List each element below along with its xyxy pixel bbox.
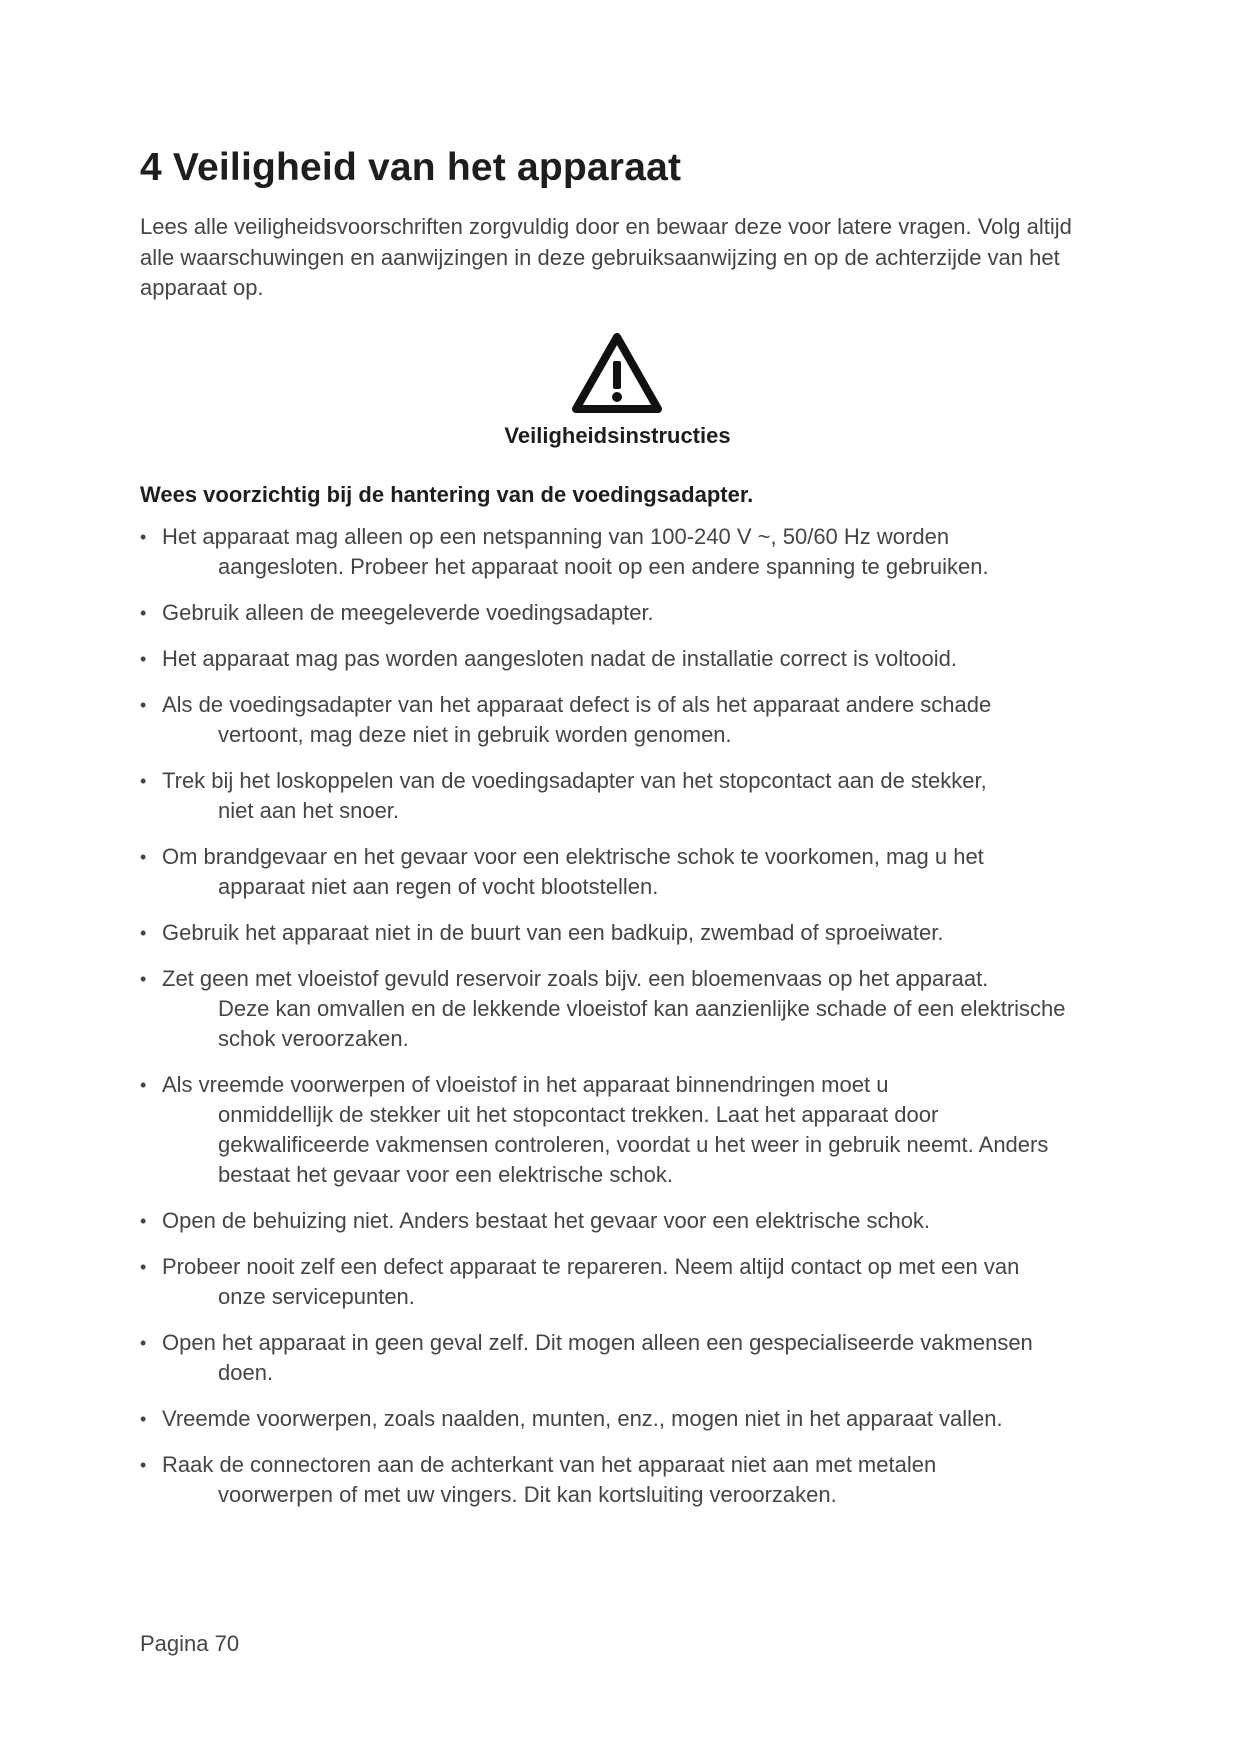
bullet-icon: • (140, 1257, 147, 1277)
list-item-text: niet aan het snoer. (218, 798, 400, 823)
list-item-text: Raak de connectoren aan de achterkant van het apparaat niet aan met metalen (162, 1452, 937, 1477)
list-item (140, 1450, 1105, 1510)
bullet-icon: • (140, 771, 147, 791)
safety-instructions-heading: Veiligheidsinstructies (504, 423, 731, 448)
list-item-text: bestaat het gevaar voor een elektrische schok. (218, 1162, 673, 1187)
list-item-text: Als vreemde voorwerpen of vloeistof in het apparaat binnendringen moet u (162, 1072, 889, 1097)
list-item-text: Vreemde voorwerpen, zoals naalden, munten, enz., mogen niet in het apparaat vallen. (162, 1406, 1003, 1431)
list-item-text: Het apparaat mag pas worden aangesloten nadat de installatie correct is voltooid. (162, 646, 957, 671)
intro-paragraph (140, 212, 1105, 304)
list-item-text: Open de behuizing niet. Anders bestaat het gevaar voor een elektrische schok. (162, 1208, 931, 1233)
list-item-text: Gebruik het apparaat niet in de buurt van een badkuip, zwembad of sproeiwater. (162, 920, 944, 945)
list-item (140, 644, 1105, 674)
bullet-icon: • (140, 923, 147, 943)
page-title: 4 Veiligheid van het apparaat (140, 146, 682, 189)
list-item (140, 522, 1105, 582)
list-item-text: voorwerpen of met uw vingers. Dit kan kortsluiting veroorzaken. (218, 1482, 837, 1507)
list-item (140, 1252, 1105, 1312)
bullet-icon: • (140, 603, 147, 623)
list-item-text: vertoont, mag deze niet in gebruik worden genomen. (218, 722, 732, 747)
intro-line: alle waarschuwingen en aanwijzingen in deze gebruiksaanwijzing en op de achterzijde van het (140, 244, 1060, 270)
list-item (140, 918, 1105, 948)
list-item-text: Probeer nooit zelf een defect apparaat te repareren. Neem altijd contact op met een van (162, 1254, 1020, 1279)
list-item (140, 1328, 1105, 1388)
safety-bullet-list (140, 522, 1105, 1526)
list-item-text: Als de voedingsadapter van het apparaat defect is of als het apparaat andere schade (162, 692, 992, 717)
list-item (140, 1404, 1105, 1434)
list-item-text: schok veroorzaken. (218, 1026, 409, 1051)
list-item (140, 964, 1105, 1054)
list-item-text: Trek bij het loskoppelen van de voedingsadapter van het stopcontact aan de stekker, (162, 768, 987, 793)
list-item-text: onze servicepunten. (218, 1284, 415, 1309)
page-number: Pagina 70 (140, 1631, 240, 1656)
list-item (140, 690, 1105, 750)
list-item-text: Gebruik alleen de meegeleverde voedingsadapter. (162, 600, 654, 625)
bullet-icon: • (140, 1409, 147, 1429)
list-item-text: Open het apparaat in geen geval zelf. Dit mogen alleen een gespecialiseerde vakmensen (162, 1330, 1033, 1355)
bullet-icon: • (140, 527, 147, 547)
list-item (140, 1070, 1105, 1190)
list-item-text: gekwalificeerde vakmensen controleren, voordat u het weer in gebruik neemt. Anders (218, 1132, 1049, 1157)
list-item (140, 842, 1105, 902)
bullet-icon: • (140, 1333, 147, 1353)
bullet-icon: • (140, 969, 147, 989)
bullet-icon: • (140, 1075, 147, 1095)
list-item-text: Zet geen met vloeistof gevuld reservoir zoals bijv. een bloemenvaas op het apparaat. (162, 966, 989, 991)
list-item-text: aangesloten. Probeer het apparaat nooit op een andere spanning te gebruiken. (218, 554, 989, 579)
list-item (140, 766, 1105, 826)
warning-triangle-icon (572, 333, 662, 413)
intro-line: apparaat op. (140, 275, 264, 300)
section-subheading: Wees voorzichtig bij de hantering van de voedingsadapter. (140, 482, 754, 507)
list-item-text: Om brandgevaar en het gevaar voor een elektrische schok te voorkomen, mag u het (162, 844, 984, 869)
bullet-icon: • (140, 649, 147, 669)
intro-line: Lees alle veiligheidsvoorschriften zorgvuldig door en bewaar deze voor latere vragen. Volg altijd (140, 214, 1072, 239)
list-item-text: apparaat niet aan regen of vocht blootstellen. (218, 874, 659, 899)
bullet-icon: • (140, 1455, 147, 1475)
list-item-text: Deze kan omvallen en de lekkende vloeistof kan aanzienlijke schade of een elektrische (218, 996, 1066, 1021)
bullet-icon: • (140, 847, 147, 867)
bullet-icon: • (140, 1211, 147, 1231)
bullet-icon: • (140, 695, 147, 715)
list-item (140, 598, 1105, 628)
list-item-text: Het apparaat mag alleen op een netspanning van 100-240 V ~, 50/60 Hz worden (162, 524, 950, 549)
document-page (140, 0, 1105, 1754)
list-item-text: onmiddellijk de stekker uit het stopcontact trekken. Laat het apparaat door (218, 1102, 939, 1127)
list-item-text: doen. (218, 1360, 274, 1385)
list-item (140, 1206, 1105, 1236)
